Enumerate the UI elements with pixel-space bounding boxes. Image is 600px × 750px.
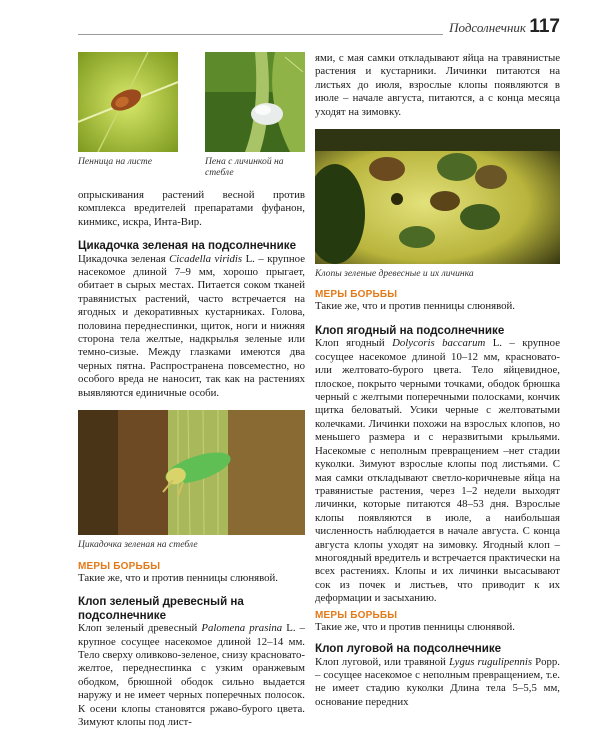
cicadella-latin: Cicadella viridis bbox=[169, 252, 243, 265]
photo-spittlebug-on-leaf bbox=[78, 52, 178, 152]
photo-foam-on-stem bbox=[205, 52, 305, 152]
dolycoris-measures-heading: МЕРЫ БОРЬБЫ bbox=[315, 609, 398, 621]
photo-block-1 bbox=[78, 52, 178, 179]
photo-palomena-bugs bbox=[315, 129, 560, 264]
header-rule bbox=[78, 34, 502, 35]
cicadella-measures-text: Такие же, что и против пенницы слюнявой. bbox=[78, 571, 278, 584]
lygus-name: Клоп луговой, или травяной bbox=[315, 655, 449, 668]
cicadella-paragraph bbox=[78, 253, 305, 400]
left-column bbox=[78, 52, 305, 729]
cicadella-text: L. – крупное насекомое длиной 7–9 мм, хорошо прыгает, обитает в сырых местах. Питается соком тканей травянистых растений, часто встречается на ягодных и декоративных кустарниках. Голова, половина переднеспинки, щиток, ноги и нижняя сторона тела желтые, надкрылья зеленые или темно-сизые. Между глазками имеются два черных пятна. Распространена повсеместно, но особого вреда не наносит, так как на растениях выявляются единичные особи. bbox=[78, 252, 305, 399]
photo4-caption: Цикадочка зеленая на стебле bbox=[78, 539, 198, 551]
photo1-caption: Пенница на листе bbox=[78, 156, 152, 167]
palomena-continued: ями, с мая самки откладывают яйца на травянистые растения и кустарники. Личинки питаются на листьях до июля, взрослые клопы появляются в июле – начале августа, питаются, а с конца месяца уходят на зимовку. bbox=[315, 52, 560, 118]
running-header bbox=[78, 16, 560, 44]
palomena-heading: Клоп зеленый древесный на подсолнечнике bbox=[78, 594, 244, 622]
dolycoris-latin: Dolycoris baccarum bbox=[392, 337, 486, 350]
photo-row bbox=[78, 52, 305, 179]
dolycoris-paragraph bbox=[315, 337, 560, 605]
palomena-paragraph bbox=[78, 622, 305, 729]
cicadella-heading: Цикадочка зеленая на подсолнечнике bbox=[78, 239, 297, 253]
page-number: 117 bbox=[529, 16, 560, 37]
cicadella-measures-heading: МЕРЫ БОРЬБЫ bbox=[78, 560, 161, 572]
section-title: Подсолнечник bbox=[443, 20, 526, 36]
dolycoris-measures-text: Такие же, что и против пенницы слюнявой. bbox=[315, 620, 515, 633]
lygus-paragraph bbox=[315, 656, 560, 710]
palomena-measures-heading: МЕРЫ БОРЬБЫ bbox=[315, 289, 398, 301]
cicadella-name: Цикадочка зеленая bbox=[78, 252, 170, 265]
lygus-heading: Клоп луговой на подсолнечнике bbox=[315, 641, 502, 655]
palomena-text: L. – крупное сосущее насекомое длиной 12–14 мм. Тело сверху оливково-зеленое, снизу красновато-желтое, переднеспинка с узким оранжевым ободком, брюшной ободок сильно выдается наружу и не имеет черных поперечных полосок. К осени клопы становятся ржаво-бурого цвета. Зимуют клопы под лист- bbox=[78, 622, 306, 728]
palomena-latin: Palomena prasina bbox=[201, 622, 283, 635]
photo-cicadella bbox=[78, 410, 305, 535]
palomena-name: Клоп зеленый древесный bbox=[78, 622, 202, 635]
lygus-text: Popp. – сосущее насекомое с неполным превращением, т.е. не имеет стадию куколки Длина тела 5–5,5 мм, основание передних bbox=[315, 655, 561, 708]
photo2-caption: Пена с личинкой на стебле bbox=[205, 156, 284, 179]
lygus-latin: Lygus rugulipennis bbox=[448, 655, 533, 668]
dolycoris-name: Клоп ягодный bbox=[315, 337, 393, 350]
dolycoris-heading: Клоп ягодный на подсолнечнике bbox=[315, 323, 505, 337]
dolycoris-text: L. – крупное сосущее насекомое длиной 10–12 мм, красновато- или желтовато-бурого цвета. Тело яйцевидное, плоское, покрыто черными точками, ободок брюшка черный с желтыми поперечными полосками, кончик щитка беловатый. Усики черные с желтоватыми колечками. Личинки похожи на взрослых клопов, но меньшего размера и с неразвитыми крыльями. Насекомые с неполным превращением –нет стадии куколки. Зимуют взрослые клопы под листьями. С мая самки откладывают светло-коричневые яйца на травянистые растения, через 1–2 недели выходят личинки, которые питаются 48–53 дня. Взрослые клопы появляются в июле, а наибольшая численность наблюдается в начале августа. С конца августа клопы уходят на зимовку. Ягодный клоп – многоядный вредитель и встречается практически на всех растениях. Клопы и их личинки высасывают сок из почек и листьев, что приводит к их деформации и засыханию. bbox=[315, 337, 560, 605]
photo-block-2 bbox=[205, 52, 305, 179]
right-column bbox=[315, 52, 560, 709]
photo3-caption: Клопы зеленые древесные и их личинка bbox=[315, 268, 474, 280]
palomena-measures-text: Такие же, что и против пенницы слюнявой. bbox=[315, 300, 515, 313]
intro-paragraph: опрыскивания растений весной против комплекса вредителей препаратами фуфанон, кинмикс, искра, Инта-Вир. bbox=[78, 188, 305, 228]
